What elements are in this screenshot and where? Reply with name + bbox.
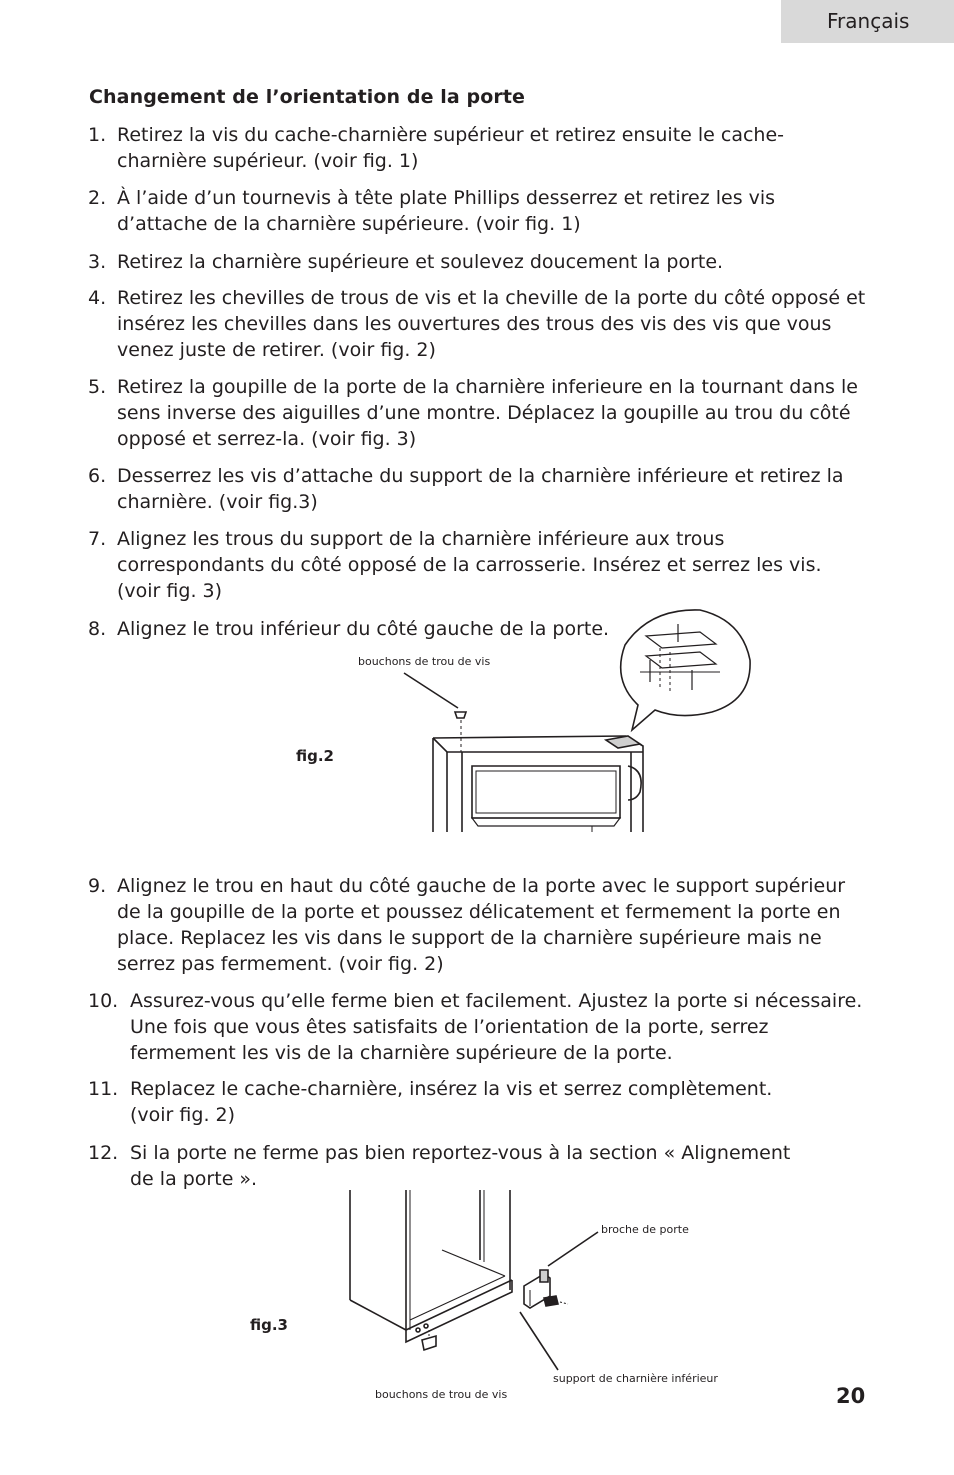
step-text: Si la porte ne ferme pas bien reportez-vous à la section « Alignement de la porte ».: [130, 1142, 791, 1190]
step-text: Assurez-vous qu’elle ferme bien et facilement. Ajustez la porte si nécessaire. Une fois que vous êtes satisfaits de l’orientation de la porte, serrez fermement les vis de la charnière supérieure de la porte.: [130, 990, 863, 1064]
step-number: 10.: [88, 990, 119, 1012]
step-number: 1.: [88, 124, 107, 146]
step-text: Alignez les trous du support de la charnière inférieure aux trous correspondants du côté opposé de la carrosserie. Insérez et serrez les vis. (voir fig. 3): [117, 528, 822, 602]
step-text: Retirez la charnière supérieure et soulevez doucement la porte.: [117, 251, 724, 273]
fig3-callout-lower-hinge: support de charnière inférieur: [553, 1372, 718, 1385]
step-number: 2.: [88, 187, 107, 209]
step-text: Replacez le cache-charnière, insérez la vis et serrez complètement. (voir fig. 2): [130, 1078, 773, 1126]
step-number: 7.: [88, 528, 107, 550]
step-text: Alignez le trou inférieur du côté gauche de la porte.: [117, 618, 610, 640]
step-text: Retirez la goupille de la porte de la charnière inferieure en la tournant dans le sens inverse des aiguilles d’une montre. Déplacez la goupille au trou du côté opposé et serrez-la. (voir fig. 3): [117, 376, 858, 450]
step-number: 4.: [88, 287, 107, 309]
step-number: 12.: [88, 1142, 119, 1164]
section-title: Changement de l’orientation de la porte: [89, 86, 526, 108]
step-text: Retirez la vis du cache-charnière supérieur et retirez ensuite le cache-charnière supérieur. (voir fig. 1): [117, 124, 785, 172]
fig2-callout-screw-plugs: bouchons de trou de vis: [358, 655, 491, 668]
fig2-label: fig.2: [296, 747, 334, 765]
step-text: Retirez les chevilles de trous de vis et la cheville de la porte du côté opposé et insérez les chevilles dans les ouvertures des trous des vis des vis que vous venez juste de retirer. (voir fig. 2): [117, 287, 866, 361]
step-number: 6.: [88, 465, 107, 487]
language-tab: Français: [781, 0, 954, 43]
step-text: Desserrez les vis d’attache du support de la charnière inférieure et retirez la charnière. (voir fig.3): [117, 465, 844, 513]
fig3-callout-screw-plugs: bouchons de trou de vis: [375, 1388, 508, 1401]
step-number: 3.: [88, 251, 107, 273]
step-text: À l’aide d’un tournevis à tête plate Phillips desserrez et retirez les vis d’attache de la charnière supérieure. (voir fig. 1): [117, 187, 776, 235]
page-number: 20: [836, 1384, 866, 1408]
fig3-callout-door-pin: broche de porte: [601, 1223, 689, 1236]
step-number: 8.: [88, 618, 107, 640]
step-number: 5.: [88, 376, 107, 398]
fig3-label: fig.3: [250, 1316, 288, 1334]
step-text: Alignez le trou en haut du côté gauche de la porte avec le support supérieur de la goupille de la porte et poussez délicatement et fermement la porte en place. Replacez les vis dans le support de la charnière supérieure mais ne serrez pas fermement. (voir fig. 2): [117, 875, 846, 975]
step-number: 11.: [88, 1078, 119, 1100]
step-number: 9.: [88, 875, 107, 897]
